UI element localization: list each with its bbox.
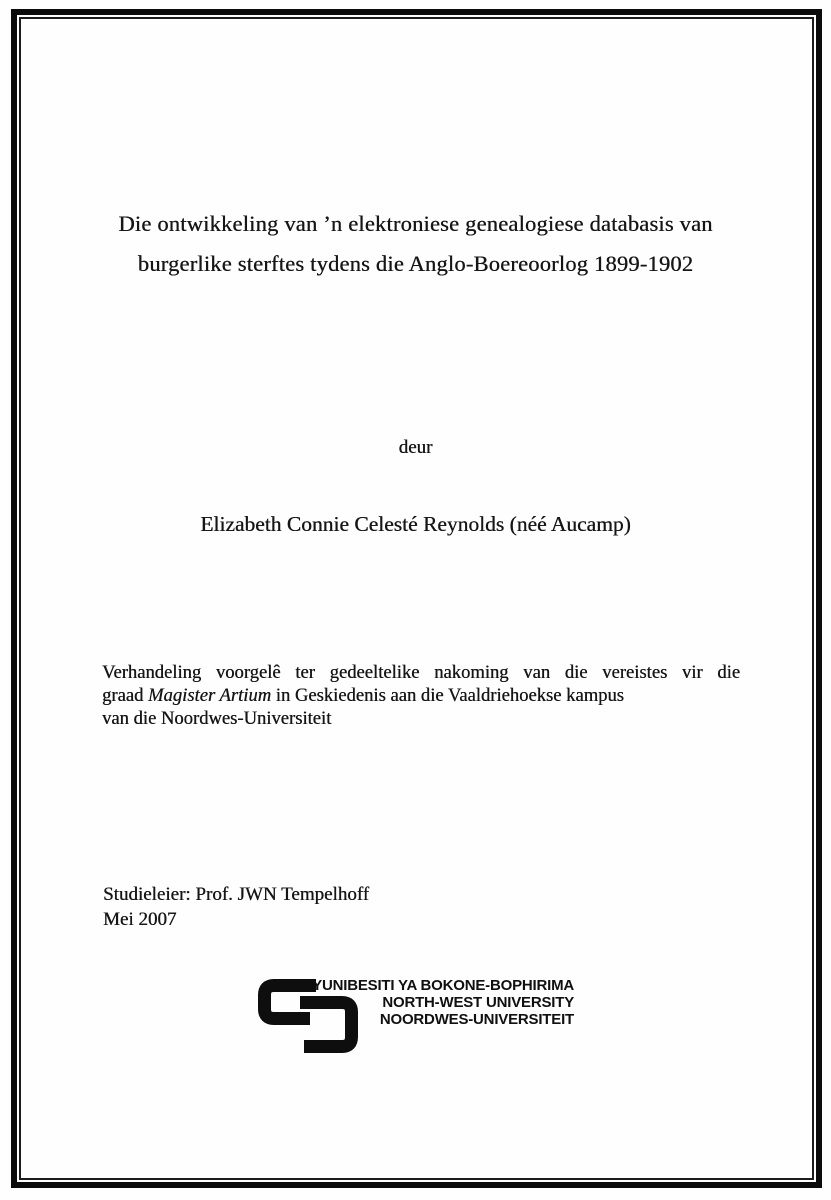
logo-line-afrikaans: NOORDWES-UNIVERSITEIT	[379, 1011, 574, 1029]
university-logo	[258, 976, 574, 1056]
date-line: Mei 2007	[103, 908, 177, 930]
logo-line-english: NORTH-WEST UNIVERSITY	[382, 994, 574, 1012]
thesis-title	[0, 204, 831, 284]
thesis-title-line1: Die ontwikkeling van ’n elektroniese genealogiese databasis van	[118, 211, 713, 236]
university-logo-text	[312, 977, 574, 1029]
thesis-title-line2: burgerlike sterftes tydens die Anglo-Boereoorlog 1899-1902	[137, 251, 694, 276]
declaration-line2	[102, 684, 740, 707]
degree-declaration	[102, 661, 740, 730]
author-name: Elizabeth Connie Celesté Reynolds (néé Aucamp)	[200, 512, 631, 536]
degree-name: Magister Artium	[147, 685, 272, 706]
declaration-line2-prefix: graad	[102, 685, 148, 706]
supervisor-block	[103, 883, 369, 932]
declaration-line2-suffix: in Geskiedenis aan die Vaaldriehoekse kampus	[271, 685, 624, 706]
declaration-line1: Verhandeling voorgelê ter gedeeltelike nakoming van die vereistes vir die	[102, 662, 740, 683]
supervisor-line: Studieleier: Prof. JWN Tempelhoff	[103, 884, 370, 905]
logo-line-setswana: YUNIBESITI YA BOKONE-BOPHIRIMA	[312, 977, 574, 994]
declaration-line3: van die Noordwes-Universiteit	[102, 708, 332, 729]
byline-preposition: deur	[398, 437, 433, 458]
